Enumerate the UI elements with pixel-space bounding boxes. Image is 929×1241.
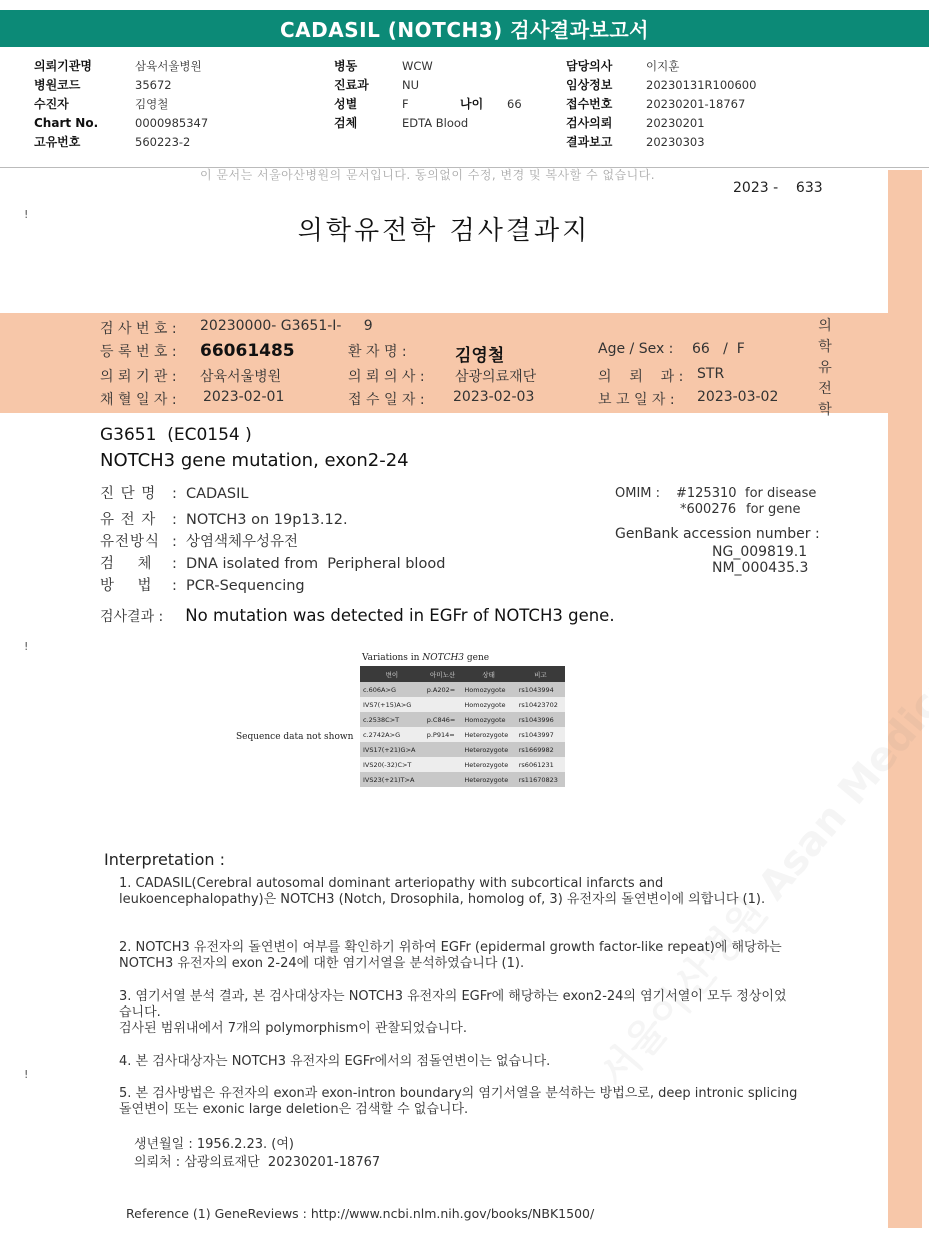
variations-table (360, 666, 565, 787)
table-cell: p.C846= (424, 712, 462, 727)
req-dept: STR (697, 366, 725, 382)
test-name: NOTCH3 gene mutation, exon2-24 (100, 450, 409, 471)
table-cell: Heterozygote (461, 772, 515, 787)
header-value: 20230303 (646, 134, 705, 149)
detail-value: 상염색체우성유전 (186, 534, 299, 550)
interpretation-title: Interpretation : (104, 850, 225, 869)
patient-label: 환 자 명 : (348, 344, 407, 360)
table-cell: rs1669982 (516, 742, 565, 757)
reg-no-label: 등 록 번 호 : (100, 344, 177, 360)
interpretation-item: 2. NOTCH3 유전자의 돌연변이 여부를 확인하기 위하여 EGFr (epidermal growth factor-like repeat)에 해당하는 NOTCH3 유전자의 exon 2-24에 대한 염기서열을 분석하였습니다 (1). (119, 940, 782, 971)
header-label: 의뢰기관명 (34, 59, 92, 73)
result-value: No mutation was detected in EGFr of NOTCH3 gene. (185, 606, 615, 625)
table-cell: Heterozygote (461, 742, 515, 757)
column-header: 상태 (461, 666, 515, 682)
detail-label: 방 법 (100, 578, 153, 594)
header-label: 수진자 (34, 97, 69, 111)
omim-disease-id: #125310 (676, 486, 737, 501)
column-header: 변이 (360, 666, 424, 682)
header-row (34, 94, 208, 113)
table-header-row (360, 666, 565, 682)
receipt-date: 2023-02-03 (453, 389, 535, 405)
collect-label: 채 혈 일 자 : (100, 392, 177, 408)
interpretation-item: 4. 본 검사대상자는 NOTCH3 유전자의 EGFr에서의 점돌연변이는 없습니다. (119, 1054, 551, 1069)
detail-row: 진 단 명 : CADASIL (100, 482, 248, 503)
margin-mark: ! (24, 208, 29, 221)
test-result (100, 606, 615, 626)
variations-title-gene: NOTCH3 (422, 653, 465, 663)
table-cell: p.P914= (424, 727, 462, 742)
table-cell: Homozygote (461, 682, 515, 697)
header-value: 20230131R100600 (646, 77, 757, 92)
header-value: WCW (402, 58, 433, 73)
side-char: 의 (818, 318, 832, 334)
report-date: 2023-03-02 (697, 389, 779, 405)
header-row (34, 113, 208, 132)
table-cell: c.2538C>T (360, 712, 424, 727)
table-cell: Homozygote (461, 712, 515, 727)
table-cell: Heterozygote (461, 727, 515, 742)
detail-row: 유전방식 : 상염색체우성유전 (100, 530, 298, 551)
patient-info-box (0, 313, 888, 413)
reg-no: 66061485 (200, 341, 295, 361)
header-label: 병원코드 (34, 78, 81, 92)
header-row (334, 94, 522, 113)
header-row (334, 75, 522, 94)
table-cell: rs1043994 (516, 682, 565, 697)
variations-title-prefix: Variations in (362, 653, 423, 663)
table-row (360, 742, 565, 757)
detail-value: CADASIL (186, 486, 249, 502)
header-value: F (402, 96, 409, 111)
header-label: Chart No. (34, 115, 99, 130)
header-value: 20230201 (646, 115, 705, 130)
header-label: 진료과 (334, 78, 369, 92)
header-row (566, 113, 756, 132)
header-row (334, 56, 522, 75)
table-cell: rs1043996 (516, 712, 565, 727)
side-char: 유 (818, 360, 832, 376)
margin-mark: ! (24, 640, 29, 653)
req-inst-label: 의 뢰 기 관 : (100, 369, 177, 385)
header-value: EDTA Blood (402, 115, 469, 130)
header-row (34, 56, 208, 75)
table-cell: IVS20(-32)C>T (360, 757, 424, 772)
table-cell: IVS17(+21)G>A (360, 742, 424, 757)
requester: 의뢰처 : 삼광의료재단 20230201-18767 (134, 1155, 381, 1170)
header-label: 병동 (334, 59, 358, 73)
detail-value: PCR-Sequencing (186, 578, 305, 594)
header-value: NU (402, 77, 420, 92)
margin-mark: ! (24, 1068, 29, 1081)
test-no: 20230000- G3651-I- 9 (200, 318, 373, 334)
table-row (360, 757, 565, 772)
document-number: 2023 - 633 (733, 180, 823, 196)
detail-value: DNA isolated from Peripheral blood (186, 556, 446, 572)
receipt-label: 접 수 일 자 : (348, 392, 425, 408)
header-row (566, 94, 756, 113)
table-cell (424, 772, 462, 787)
header-value: 0000985347 (135, 115, 209, 130)
document-title: 의학유전학 검사결과지 (297, 216, 591, 246)
header-row (566, 56, 756, 75)
birth-date: 생년월일 : 1956.2.23. (여) (134, 1137, 295, 1152)
omim-gene-id: *600276 (680, 502, 737, 517)
table-row (360, 772, 565, 787)
detail-row: 방 법 : PCR-Sequencing (100, 574, 305, 595)
header-label: 검체 (334, 116, 358, 130)
report-label: 보 고 일 자 : (598, 392, 675, 408)
side-char: 학 (818, 339, 832, 355)
table-row (360, 682, 565, 697)
variations-title (362, 653, 489, 663)
genbank-label: GenBank accession number : (615, 526, 820, 542)
side-char: 전 (818, 381, 832, 397)
table-cell: Heterozygote (461, 757, 515, 772)
header-value: 35672 (135, 77, 172, 92)
header-row (34, 132, 208, 151)
result-label: 검사결과 : (100, 609, 164, 625)
detail-row: 유 전 자 : NOTCH3 on 19p13.12. (100, 508, 348, 529)
variations-title-suffix: gene (464, 653, 490, 663)
header-label: 성별 (334, 97, 358, 111)
age-value: 66 (507, 96, 522, 111)
age-label: 나이 (460, 97, 484, 111)
table-row (360, 712, 565, 727)
report-header (0, 52, 929, 168)
header-col-3 (566, 56, 756, 151)
detail-value: NOTCH3 on 19p13.12. (186, 512, 348, 528)
table-cell: Homozygote (461, 697, 515, 712)
omim-label: OMIM : (615, 486, 661, 501)
confidential-notice: 이 문서는 서울아산병원의 문서입니다. 동의없이 수정, 변경 및 복사할 수 없습니다. (200, 168, 656, 182)
test-code: G3651 (EC0154 ) (100, 425, 252, 445)
interpretation-item: 3. 염기서열 분석 결과, 본 검사대상자는 NOTCH3 유전자의 EGFr에 해당하는 exon2-24의 염기서열이 모두 정상이었습니다. (119, 989, 787, 1020)
header-label: 담당의사 (566, 59, 613, 73)
collect-date: 2023-02-01 (203, 389, 285, 405)
table-cell (424, 742, 462, 757)
table-cell: IVS23(+21)T>A (360, 772, 424, 787)
reference: Reference (1) GeneReviews : http://www.ncbi.nlm.nih.gov/books/NBK1500/ (126, 1206, 595, 1221)
header-value: 560223-2 (135, 134, 191, 149)
header-row (34, 75, 208, 94)
side-vertical-title (816, 316, 834, 421)
table-cell: IVS7(+15)A>G (360, 697, 424, 712)
req-inst: 삼육서울병원 (200, 369, 282, 385)
header-value: 20230201-18767 (646, 96, 746, 111)
table-cell: rs6061231 (516, 757, 565, 772)
table-cell (424, 697, 462, 712)
table-cell (424, 757, 462, 772)
interpretation-item: 1. CADASIL(Cerebral autosomal dominant arteriopathy with subcortical infarcts and leukoencephalopathy)은 NOTCH3 (Notch, Drosophila, homolog of, 3) 유전자의 돌연변이에 의합니다 (1). (119, 876, 766, 907)
omim-disease-note: for disease (745, 486, 817, 501)
detail-label: 유 전 자 (100, 512, 157, 528)
header-row (566, 132, 756, 151)
detail-label: 검 체 (100, 556, 153, 572)
header-label: 검사의뢰 (566, 116, 613, 130)
header-value: 이지훈 (646, 58, 680, 73)
table-cell: p.A202= (424, 682, 462, 697)
column-header: 비고 (516, 666, 565, 682)
table-row (360, 727, 565, 742)
header-col-2 (334, 56, 522, 132)
header-value: 김영철 (135, 96, 169, 111)
header-col-1 (34, 56, 208, 151)
column-header: 아미노산 (424, 666, 462, 682)
table-cell: rs10423702 (516, 697, 565, 712)
test-no-label: 검 사 번 호 : (100, 321, 177, 337)
age-sex-label: Age / Sex : (598, 341, 674, 357)
header-label: 접수번호 (566, 97, 613, 111)
genbank-acc-2: NM_000435.3 (712, 560, 809, 576)
report-title: CADASIL (NOTCH3) 검사결과보고서 (0, 10, 929, 47)
table-row (360, 697, 565, 712)
detail-row: 검 체 : DNA isolated from Peripheral blood (100, 552, 445, 573)
omim-gene-note: for gene (746, 502, 801, 517)
age-sex: 66 / F (692, 341, 745, 357)
interpretation-item: 5. 본 검사방법은 유전자의 exon과 exon-intron boundary의 염기서열을 분석하는 방법으로, deep intronic splicing 돌연변이 또는 exonic large deletion은 검색할 수 없습니다. (119, 1086, 798, 1117)
req-dept-label: 의 뢰 과 : (598, 369, 684, 385)
header-row (334, 113, 522, 132)
interpretation-item: 검사된 범위내에서 7개의 polymorphism이 관찰되었습니다. (119, 1021, 467, 1036)
header-label: 결과보고 (566, 135, 613, 149)
side-char: 학 (818, 402, 832, 418)
header-row (566, 75, 756, 94)
detail-label: 진 단 명 (100, 486, 157, 502)
header-label: 임상정보 (566, 78, 613, 92)
req-doctor: 삼광의료재단 (455, 369, 537, 385)
sequence-note: Sequence data not shown (236, 732, 354, 742)
patient-name: 김영철 (455, 346, 505, 366)
table-cell: rs11670823 (516, 772, 565, 787)
header-value: 삼육서울병원 (135, 58, 202, 73)
header-label: 고유번호 (34, 135, 81, 149)
table-cell: c.606A>G (360, 682, 424, 697)
req-doctor-label: 의 뢰 의 사 : (348, 369, 425, 385)
genbank-acc-1: NG_009819.1 (712, 544, 808, 560)
table-cell: rs1043997 (516, 727, 565, 742)
detail-label: 유전방식 (100, 534, 161, 550)
table-cell: c.2742A>G (360, 727, 424, 742)
